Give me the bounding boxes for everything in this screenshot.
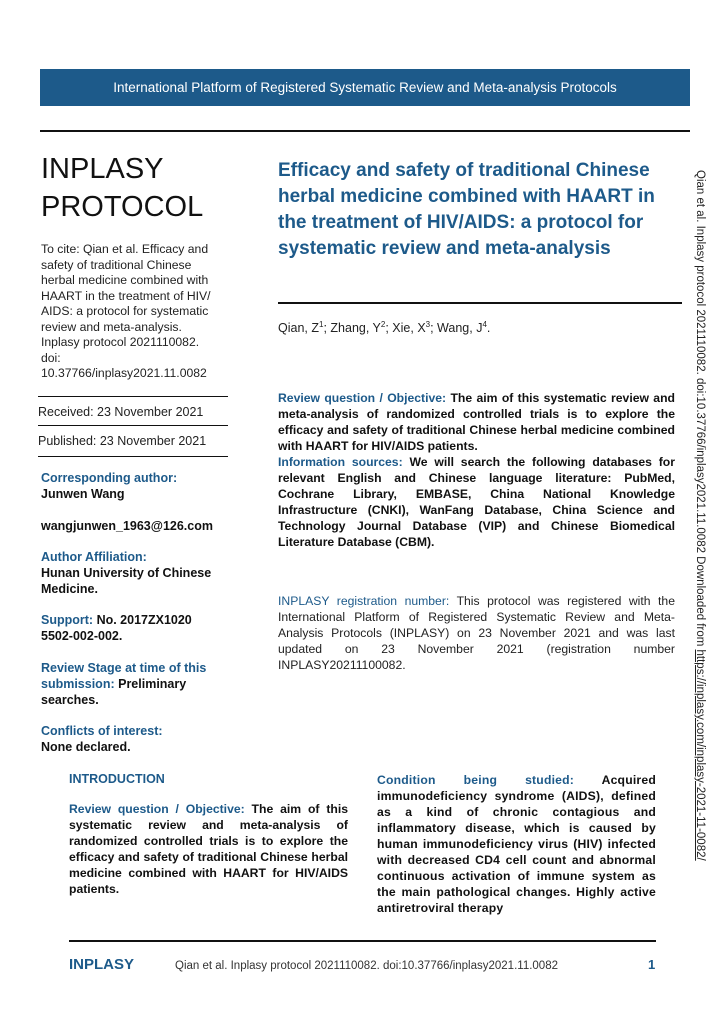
corresponding-author bbox=[41, 470, 241, 502]
conflicts-value: None declared. bbox=[41, 740, 131, 754]
received-date: Received: 23 November 2021 bbox=[38, 405, 204, 419]
abstract-is-text: We will search the following databases for relevant English and Chinese language literature: PubMed, Cochrane Library, EMBASE, China National Knowledge Infrastructure (CNKI), WanFang Database, China Science and Technology Journal Database (VIP) and Chinese Biomedical Literature Database (CBM). bbox=[278, 455, 675, 549]
header-banner bbox=[40, 69, 690, 106]
stage-label: Review Stage at time of this submission: bbox=[41, 661, 207, 691]
registration-block bbox=[278, 593, 675, 673]
vertical-text: Qian et al. Inplasy protocol 2021110082. doi:10.37766/inplasy2021.11.0082 Downloaded from bbox=[694, 170, 706, 650]
author-1: Qian, Z bbox=[278, 321, 319, 336]
brand-line-1: INPLASY bbox=[41, 153, 164, 185]
condition-label: Condition being studied: bbox=[377, 773, 575, 787]
corresponding-name: Junwen Wang bbox=[41, 487, 125, 501]
support-info bbox=[41, 612, 211, 644]
registration-text: This protocol was registered with the International Platform of Registered Systematic Review and Meta-Analysis Protocols (INPLASY) on 23 November 2021 and was last updated on 23 November 2021 (registration number INPLASY20211100082. bbox=[278, 594, 675, 672]
conflicts-label: Conflicts of interest: bbox=[41, 724, 163, 738]
dates-rule-mid bbox=[38, 425, 228, 426]
intro-rq-text: The aim of this systematic review and meta-analysis of randomized controlled trials is to explore the efficacy and safety of traditional Chinese herbal medicine combined with HAART for HIV/AIDS patients. bbox=[69, 802, 348, 896]
intro-paragraph bbox=[69, 801, 348, 897]
citation-block: To cite: Qian et al. Efficacy and safety of traditional Chinese herbal medicine combined with HAART in the treatment of HIV/ AIDS: a protocol for systematic review and meta-analysis. Inplasy protocol 2021110082. doi: 10.37766/inplasy2021.11.0082 bbox=[41, 242, 211, 380]
author-affiliation bbox=[41, 549, 226, 597]
conflicts-of-interest bbox=[41, 723, 241, 755]
author-2-affil: 2 bbox=[380, 320, 386, 329]
affiliation-label: Author Affiliation: bbox=[41, 550, 147, 564]
review-stage bbox=[41, 660, 226, 708]
footer-citation: Qian et al. Inplasy protocol 2021110082. doi:10.37766/inplasy2021.11.0082 bbox=[175, 960, 558, 972]
title-rule bbox=[278, 302, 682, 304]
introduction-heading: INTRODUCTION bbox=[69, 772, 165, 786]
abstract-block bbox=[278, 390, 675, 550]
banner-text: International Platform of Registered Systematic Review and Meta-analysis Protocols bbox=[113, 80, 617, 95]
condition-paragraph bbox=[377, 772, 656, 916]
author-4: ; Wang, J bbox=[430, 321, 483, 336]
author-list-end: . bbox=[486, 321, 491, 336]
dates-rule-bottom bbox=[38, 456, 228, 457]
download-link[interactable]: https://inplasy.com/inplasy-2021-11-0082/ bbox=[694, 649, 706, 861]
condition-text: Acquired immunodeficiency syndrome (AIDS), defined as a kind of chronic contagious and inflammatory disease, which is caused by human immunodeficiency virus (HIV) infected with decreased CD4 cell count and abnormal continuous activation of immune system as the main pathological changes. Highly active antiretroviral therapy bbox=[377, 773, 656, 915]
support-label: Support: bbox=[41, 613, 94, 627]
abstract-is-label: Information sources: bbox=[278, 455, 403, 469]
author-4-affil: 4 bbox=[482, 320, 487, 329]
author-email: wangjunwen_1963@126.com bbox=[41, 519, 213, 533]
author-3: ; Xie, X bbox=[385, 321, 426, 336]
published-date: Published: 23 November 2021 bbox=[38, 434, 207, 448]
dates-rule-top bbox=[38, 396, 228, 397]
intro-rq-label: Review question / Objective: bbox=[69, 802, 245, 816]
vertical-download-notice bbox=[694, 170, 706, 910]
abstract-rq-label: Review question / Objective: bbox=[278, 391, 447, 405]
author-3-affil: 3 bbox=[425, 320, 431, 329]
header-rule bbox=[40, 130, 690, 132]
footer-brand: INPLASY bbox=[69, 956, 135, 973]
author-1-affil: 1 bbox=[319, 320, 324, 329]
author-list bbox=[278, 320, 490, 335]
corresponding-label: Corresponding author: bbox=[41, 471, 178, 485]
brand-line-2: PROTOCOL bbox=[41, 191, 204, 223]
inplasy-protocol-brand bbox=[41, 150, 203, 226]
paper-title: Efficacy and safety of traditional Chinese herbal medicine combined with HAART in the treatment of HIV/AIDS: a protocol for systematic review and meta-analysis bbox=[278, 160, 655, 259]
abstract-rq-text: The aim of this systematic review and meta-analysis of randomized controlled trials is to explore the efficacy and safety of traditional Chinese herbal medicine combined with HAART for HIV/AIDS patients. bbox=[278, 391, 675, 453]
affiliation-value: Hunan University of Chinese Medicine. bbox=[41, 566, 212, 596]
footer-rule bbox=[69, 940, 656, 942]
stage-value: Preliminary searches. bbox=[41, 677, 187, 707]
page-number: 1 bbox=[648, 957, 656, 972]
registration-label: INPLASY registration number: bbox=[278, 594, 450, 608]
support-value: No. 2017ZX1020 5502-002-002. bbox=[41, 613, 192, 643]
author-2: ; Zhang, Y bbox=[323, 321, 381, 336]
